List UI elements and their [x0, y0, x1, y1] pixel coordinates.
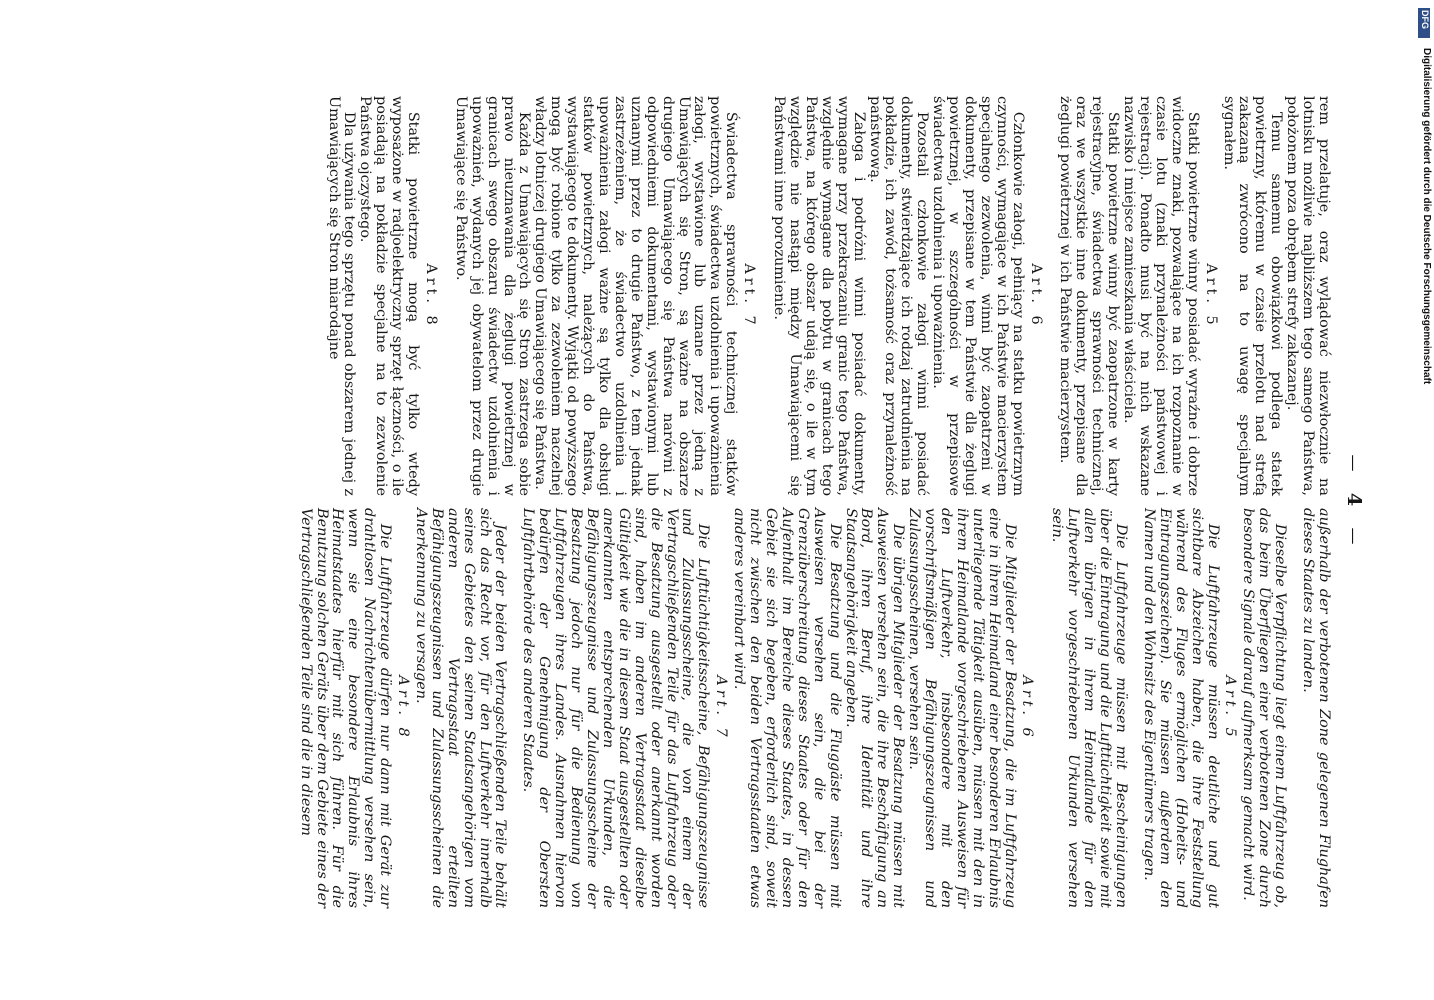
- paragraph: Każda z Umawiających się Stron zastrzega sobie prawo nieuznawania dla żeglugi powietrznej w granicach swego obszaru świadectw uzdolnienia i upoważnień, wydanych jej obywatelom przez drugie Umawiające się Państwo.: [452, 96, 533, 496]
- paragraph: Statki powietrzne winny być zaopatrzone w karty rejestracyjne, świadectwa sprawności technicznej, oraz we wszystkie inne dokumenty, przepisane dla żeglugi powietrznej w ich Państwie macierzystem.: [1057, 96, 1122, 496]
- article-heading: Art. 7: [713, 675, 730, 741]
- page-header: [1343, 96, 1365, 904]
- paragraph: Die Luftfahrzeuge müssen deutliche und gut sichtbare Abzeichen haben, die ihre Feststellung während des Fluges ermöglichen (Hoheits- und Eintragungszeichen). Sie müssen außerdem den Namen und den Wohnsitz des Eigentümers tragen.: [1140, 508, 1221, 908]
- paragraph: Dieselbe Verpflichtung liegt einem Luftfahrzeug ob, das beim Überfliegen einer verbotenen Zone durch besondere Signale darauf aufmerksam gemacht wird.: [1240, 508, 1289, 908]
- paragraph: Die Luftfahrzeuge müssen mit Bescheinigungen über die Eintragung und die Lufttüchtigkeit sowie mit allen übrigen in ihrem Heimatlande für den Luftverkehr vorgeschriebenen Urkunden versehen sein.: [1049, 508, 1130, 908]
- polish-column: [325, 96, 1331, 496]
- page-number: 4: [1343, 492, 1365, 508]
- digitization-credit-strip: [1418, 8, 1430, 992]
- paragraph: Die übrigen Mitglieder der Besatzung müssen mit Ausweisen versehen sein, die ihre Beschäftigung an Bord, ihren Beruf, ihre Identität und ihre Staatsangehörigkeit angeben.: [842, 508, 907, 908]
- paragraph: Die Besatzung und die Fluggäste müssen mit Ausweisen versehen sein, die bei der Grenzüberschreitung dieses Staates oder für den Aufenthalt im Bereiche dieses Staates, in dessen Gebiet sie sich begeben, erforderlich sind, soweit nicht zwischen den beiden Vertragsstaaten etwas anderes vereinbart wird.: [731, 508, 843, 908]
- article-heading: Art. 8: [395, 675, 412, 741]
- paragraph: rem przelatuje, oraz wylądować niezwłocznie na lotnisku możliwie najbliższem tego samego Państwa, położonem poza obrębem strefy zakazanej.: [1284, 96, 1332, 496]
- digitization-credit: Digitalisierung gefördert durch die Deutsche Forschungsgemeinschaft: [1421, 48, 1432, 385]
- article-heading: Art. 8: [422, 263, 439, 329]
- paragraph: Jeder der beiden Vertragschließenden Teile behält sich das Recht vor, für den Luftverkehr innerhalb seines Gebietes den seinen Staatsangehörigen vom anderen Vertragsstaat erteilten Befähigungszeugnissen und Zulassungsscheinen die Anerkennung zu versagen.: [412, 508, 509, 908]
- header-dash-right: —: [1343, 527, 1363, 546]
- article-heading: Art. 7: [741, 263, 758, 329]
- paragraph: Statki powietrzne winny posiadać wyraźne i dobrze widoczne znaki, pozwalające na ich rozpoznanie w czasie lotu (znaki przynależności państwowej i rejestracji). Ponadto musi być na nich wskazane nazwisko i miejsce zamieszkania właściciela.: [1121, 96, 1201, 496]
- dfg-logo-text: DFG: [1420, 10, 1430, 29]
- header-dash-left: —: [1343, 454, 1363, 473]
- paragraph: Załoga i podróżni winni posiadać dokumenty, wymagane przy przekraczaniu granic tego Państwa, względnie wymagane dla pobytu w granicach tego Państwa, na którego obszar udają się, o ile w tym względzie nie nastąpi między Umawiającemi się Państwami inne porozumienie.: [771, 96, 867, 496]
- german-column: [297, 508, 1331, 908]
- paragraph: Die Lufttüchtigkeitsscheine, Befähigungszeugnisse und Zulassungsscheine, die von einem der Vertragschließenden Teile für das Luftfahrzeug oder die Besatzung ausgestellt oder anerkannt worden sind, haben im anderen Vertragsstaat dieselbe Gültigkeit wie die in diesem Staat ausgestellten oder anerkannten entsprechenden Urkunden, die Befähigungszeugnisse und Zulassungsscheine der Besatzung jedoch nur für die Bedienung von Luftfahrzeugen ihres Landes. Ausnahmen hiervon bedürfen der Genehmigung der Obersten Luftfahrtbehörde des anderen Staates.: [520, 508, 712, 908]
- article-heading: Art. 6: [1019, 675, 1036, 741]
- article-heading: Art. 6: [1027, 263, 1044, 329]
- article-heading: Art. 5: [1222, 675, 1239, 741]
- paragraph: Temu samemu obowiązkowi podlega statek powietrzny, któremu w czasie przelotu nad strefą zakazaną zwrócono na to uwagę specjalnym sygnałem.: [1220, 96, 1285, 496]
- article-heading: Art. 5: [1202, 263, 1219, 329]
- paragraph: Pozostali członkowie załogi winni posiadać dokumenty, stwierdzające ich rodzaj zatrudnienia na pokładzie, ich zawód, tożsamość oraz przynależność państwową.: [866, 96, 931, 496]
- paragraph: Statki powietrzne mogą być tylko wtedy wyposażone w radjoelektryczny sprzęt łączności, o ile posiadają na pokładzie specjalne na to zezwolenie Państwa ojczystego.: [357, 96, 422, 496]
- paragraph: Die Mitglieder der Besatzung, die im Luftfahrzeug eine in ihrem Heimatland einer besonderen Erlaubnis unterliegende Tätigkeit ausüben, müssen mit den in ihrem Heimatlande vorgeschriebenen Ausweisen für den Luftverkehr, insbesondere mit den vorschriftsmäßigen Befähigungszeugnissen und Zulassungsscheinen, versehen sein.: [906, 508, 1018, 908]
- rotated-page: [55, 96, 1367, 908]
- dfg-logo: [1418, 8, 1430, 38]
- paragraph: Die Luftfahrzeuge dürfen nur dann mit Gerät zur drahtlosen Nachrichtenübermittlung versehen sein, wenn sie eine besondere Erlaubnis ihres Heimatstaates hierfür mit sich führen. Für die Benutzung solchen Geräts über dem Gebiete eines der Vertragschließenden Teile sind die in diesem: [297, 508, 394, 908]
- paragraph: Członkowie załogi, pełniący na statku powietrznym czynności, wymagające w ich Państwie macierzystem specjalnego zezwolenia, winni być zaopatrzeni w dokumenty, przepisane w tem Państwie dla żeglugi powietrznej, w szczególności w przepisowe świadectwa uzdolnienia i upoważnienia.: [930, 96, 1026, 496]
- paragraph: Dla używania tego sprzętu ponad obszarem jednej z Umawiających się Stron miarodajne: [325, 96, 358, 496]
- paragraph: außerhalb der verbotenen Zone gelegenen Flughafen dieses Staates zu landen.: [1300, 508, 1332, 908]
- paragraph: Świadectwa sprawności technicznej statków powietrznych, świadectwa uzdolnienia i upoważnienia załogi, wystawione lub uznane przez jedną z Umawiających się Stron, są ważne na obszarze drugiego Umawiającego się Państwa narówni z odpowiedniemi dokumentami, wystawionymi lub uznanymi przez to drugie Państwo, z tem jednak zastrzeżeniem, że świadectwo uzdolnienia i upoważnienia załogi ważne są tylko dla obsługi statków powietrznych, należących do Państwa, wystawiającego te dokumenty. Wyjątki od powyższego mogą być robione tylko za zezwoleniem naczelnej władzy lotniczej drugiego Umawiającego się Państwa.: [532, 96, 740, 496]
